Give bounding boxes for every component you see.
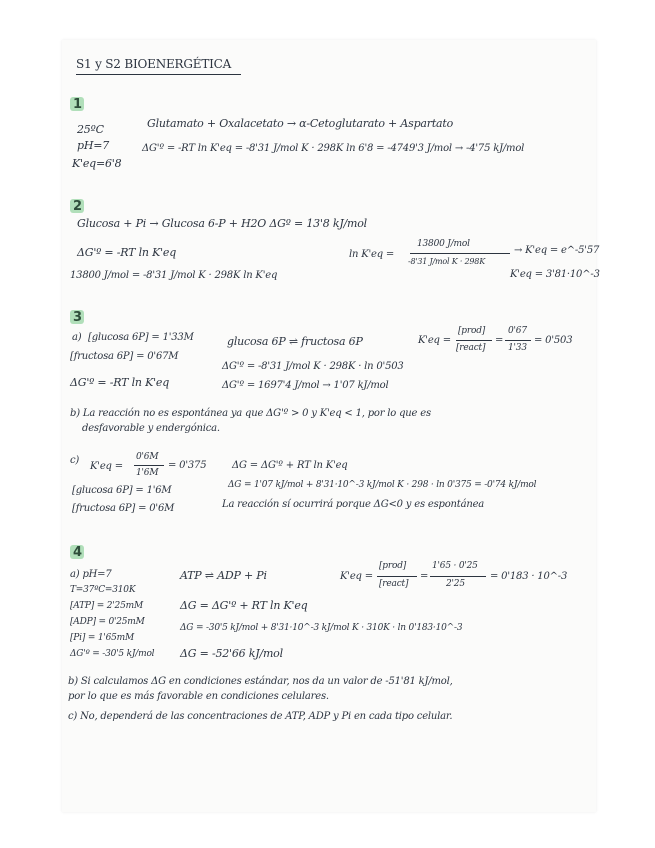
s3-c-num: 0'6M <box>136 452 159 462</box>
s3-b-text1: b) La reacción no es espontánea ya que ΔG'º > 0 y K'eq < 1, por lo que es <box>70 408 431 419</box>
section-3-number: 3 <box>73 310 83 325</box>
s3-equals-sign: = <box>495 335 504 346</box>
s3-keq-line1 <box>456 340 492 341</box>
s3-c-keq-prefix: K'eq = <box>90 461 123 472</box>
s4-keq-result: = 0'183 · 10^-3 <box>490 571 568 582</box>
s2-ln-prefix: ln K'eq = <box>349 249 395 260</box>
s2-reaction: Glucosa + Pi → Glucosa 6-P + H2O ΔGº = 13'8 kJ/mol <box>77 217 368 230</box>
s3-c-calc: ΔG = 1'07 kJ/mol + 8'31·10^-3 kJ/mol K · 298 · ln 0'375 = -0'74 kJ/mol <box>228 480 537 490</box>
notebook-page <box>62 40 600 812</box>
s4-adp: [ADP] = 0'25mM <box>70 617 145 627</box>
s3-c-result: = 0'375 <box>168 460 207 471</box>
s4-b-text2: por lo que es más favorable en condiciones celulares. <box>68 691 329 702</box>
s1-reaction: Glutamato + Oxalacetato → α-Cetoglutarato + Aspartato <box>147 117 454 130</box>
s3-a-label: a) <box>72 332 82 343</box>
s3-dg2: ΔG'º = 1697'4 J/mol → 1'07 kJ/mol <box>222 380 389 391</box>
s2-frac-den: -8'31 J/mol K · 298K <box>408 257 485 266</box>
s1-dg-line: ΔG'º = -RT ln K'eq = -8'31 J/mol K · 298K ln 6'8 = -4749'3 J/mol → -4'75 kJ/mol <box>142 143 525 154</box>
s3-keq-den2: 1'33 <box>508 343 527 353</box>
s4-keq-den1: [react] <box>379 579 409 589</box>
s4-result: ΔG = -52'66 kJ/mol <box>180 647 283 660</box>
s4-formula: ΔG = ΔG'º + RT ln K'eq <box>180 599 308 612</box>
s3-c-den: 1'6M <box>136 468 159 478</box>
s3-c-fru: [fructosa 6P] = 0'6M <box>72 503 175 514</box>
s1-keq: K'eq=6'8 <box>72 157 122 170</box>
s2-result1: → K'eq = e^-5'57 <box>514 245 600 256</box>
s3-fru6p: [fructosa 6P] = 0'67M <box>70 351 179 362</box>
s3-c-label: c) <box>70 455 80 466</box>
s3-keq-num2: 0'67 <box>508 326 527 336</box>
title-underline <box>76 74 241 75</box>
page-title: S1 y S2 BIOENERGÉTICA <box>76 57 232 71</box>
s4-b-text1: b) Si calculamos ΔG en condiciones estándar, nos da un valor de -51'81 kJ/mol, <box>68 676 453 687</box>
s3-c-glc: [glucosa 6P] = 1'6M <box>72 485 172 496</box>
section-2-number: 2 <box>73 199 83 214</box>
s3-dg1: ΔG'º = -8'31 J/mol K · 298K · ln 0'503 <box>222 361 404 372</box>
s2-frac-num: 13800 J/mol <box>417 239 470 249</box>
s4-keq-den2: 2'25 <box>446 579 465 589</box>
section-4-number: 4 <box>73 545 83 560</box>
s1-temp: 25ºC <box>77 123 104 136</box>
s4-pi: [Pi] = 1'65mM <box>70 633 135 643</box>
s4-calc: ΔG = -30'5 kJ/mol + 8'31·10^-3 kJ/mol K · 310K · ln 0'183·10^-3 <box>180 623 463 633</box>
s4-keq-line2 <box>430 576 486 577</box>
s3-keq-prefix: K'eq = <box>418 335 451 346</box>
s2-result2: K'eq = 3'81·10^-3 <box>510 269 600 280</box>
section-1-number: 1 <box>73 97 83 112</box>
s2-frac-line <box>410 253 510 254</box>
s3-glc6p: [glucosa 6P] = 1'33M <box>88 332 194 343</box>
s3-c-conclusion: La reacción sí ocurrirá porque ΔG<0 y es espontánea <box>222 499 485 510</box>
s4-keq-prefix: K'eq = <box>340 571 373 582</box>
s3-b-text2: desfavorable y endergónica. <box>82 423 220 434</box>
s4-keq-num1: [prod] <box>379 561 407 571</box>
s4-reaction: ATP ⇌ ADP + Pi <box>180 569 267 582</box>
s4-temp: T=37ºC=310K <box>70 585 136 595</box>
s3-reaction: glucosa 6P ⇌ fructosa 6P <box>227 335 363 348</box>
s2-calc: 13800 J/mol = -8'31 J/mol K · 298K ln K'eq <box>70 270 278 281</box>
s4-c-text: c) No, dependerá de las concentraciones de ATP, ADP y Pi en cada tipo celular. <box>68 711 453 722</box>
s2-formula: ΔG'º = -RT ln K'eq <box>77 246 177 259</box>
s4-a-label: a) pH=7 <box>70 569 112 580</box>
s4-keq-num2: 1'65 · 0'25 <box>432 561 478 571</box>
s4-atp: [ATP] = 2'25mM <box>70 601 143 611</box>
s3-keq-result: = 0'503 <box>534 335 573 346</box>
s3-keq-line2 <box>505 340 531 341</box>
s3-keq-num1: [prod] <box>458 326 486 336</box>
s3-c-frac-line <box>134 465 164 466</box>
s4-dg0: ΔG'º = -30'5 kJ/mol <box>70 649 155 659</box>
s4-keq-line1 <box>377 576 417 577</box>
s3-keq-den1: [react] <box>456 343 486 353</box>
s3-c-formula: ΔG = ΔG'º + RT ln K'eq <box>232 460 348 471</box>
s1-ph: pH=7 <box>77 139 110 152</box>
s3-formula: ΔG'º = -RT ln K'eq <box>70 376 170 389</box>
s4-equals-sign: = <box>420 571 429 582</box>
